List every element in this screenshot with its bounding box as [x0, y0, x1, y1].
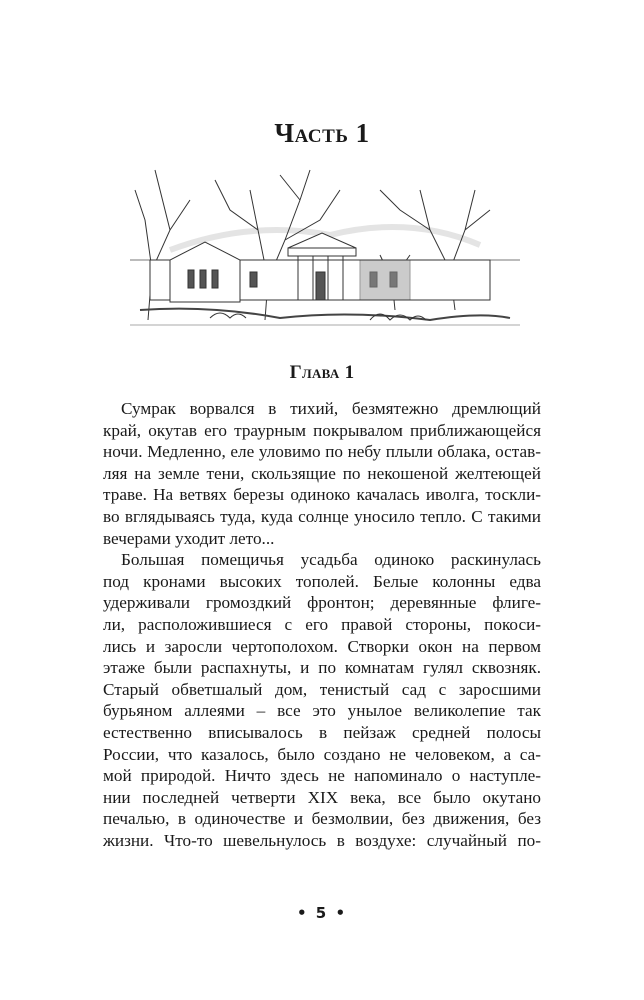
- text-line: ночи. Медленно, еле уловимо по небу плыли облака, остав-: [103, 442, 541, 462]
- text-line: лись и заросли чертополохом. Створки окон на первом: [103, 636, 541, 656]
- page-number: • 5 •: [296, 904, 348, 922]
- text-line: ли, расположившиеся с его правой стороны, покоси-: [103, 614, 541, 634]
- text-line: во вглядываясь туда, куда солнце уносило тепло. С такими: [103, 506, 541, 526]
- text-line: Сумрак ворвался в тихий, безмятежно дремлющий: [121, 399, 541, 418]
- text-line: печалью, в одиночестве и безмолвии, без движения, без: [103, 809, 541, 829]
- text-line: вечерами уходит лето...: [103, 528, 275, 548]
- chapter-title: Глава 1: [289, 362, 355, 383]
- text-line: удерживали громоздкий фронтон; деревянные флиге-: [103, 593, 541, 613]
- text-line: траве. На ветвях березы одиноко качалась иволга, тоскли-: [103, 485, 541, 505]
- text-line: мой природой. Ничто здесь не напоминало о наступле-: [103, 766, 541, 786]
- part-title: Часть 1: [274, 118, 370, 148]
- text-line: Старый обветшалый дом, тенистый сад с заросшими: [103, 679, 541, 699]
- text-line: естественно вписывалось в пейзаж средней полосы: [103, 722, 541, 742]
- manor-house-illustration: [130, 160, 520, 335]
- text-line: этаже были распахнуты, и по комнатам гулял сквозняк.: [103, 658, 541, 678]
- text-line: ляя на земле тени, скользящие по некошеной желтеющей: [103, 463, 541, 483]
- text-line: край, окутав его траурным покрывалом приближающейся: [103, 420, 541, 440]
- text-line: под кронами высоких тополей. Белые колонны едва: [103, 571, 541, 591]
- body-text: [103, 398, 541, 851]
- text-line: России, что казалось, было создано не человеком, а са-: [103, 744, 541, 764]
- text-line: Большая помещичья усадьба одиноко раскинулась: [121, 550, 541, 570]
- text-line: бурьяном аллеями – все это унылое великолепие так: [103, 701, 541, 721]
- text-line: нии последней четверти XIX века, все было окутано: [103, 787, 541, 807]
- text-line: жизни. Что-то шевельнулось в воздухе: случайный по-: [103, 830, 541, 850]
